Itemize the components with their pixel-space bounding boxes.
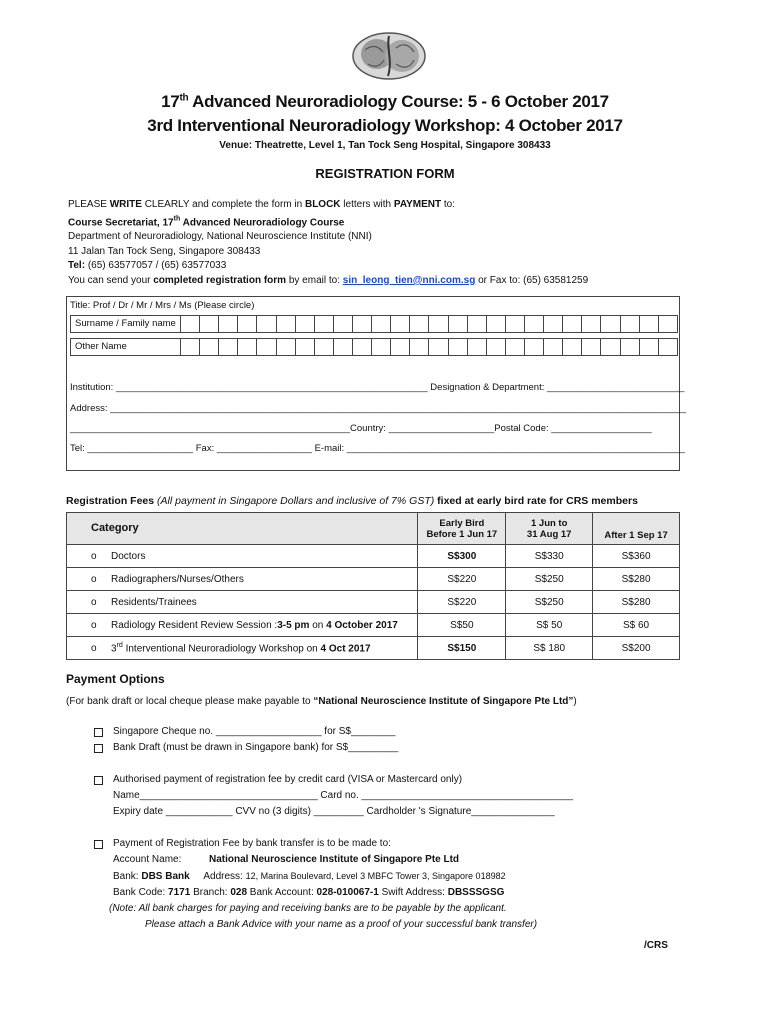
letter-box[interactable] bbox=[468, 339, 487, 355]
letter-box[interactable] bbox=[429, 316, 448, 332]
letter-box[interactable] bbox=[277, 316, 296, 332]
other-name-grid[interactable] bbox=[70, 338, 678, 356]
letter-box[interactable] bbox=[410, 316, 429, 332]
letter-box[interactable] bbox=[563, 339, 582, 355]
early-bird-header: Early Bird Before 1 Jun 17 bbox=[418, 513, 506, 545]
surname-label: Surname / Family name bbox=[71, 316, 181, 332]
letter-box[interactable] bbox=[410, 339, 429, 355]
letter-box[interactable] bbox=[659, 316, 677, 332]
letter-box[interactable] bbox=[257, 339, 276, 355]
table-row[interactable]: o Doctors S$300 S$330 S$360 bbox=[67, 545, 680, 568]
letter-box[interactable] bbox=[506, 316, 525, 332]
form-title: REGISTRATION FORM bbox=[315, 166, 455, 181]
letter-box[interactable] bbox=[544, 316, 563, 332]
fees-table bbox=[66, 512, 680, 660]
letter-box[interactable] bbox=[659, 339, 677, 355]
table-row[interactable]: o Radiographers/Nurses/Others S$220 S$250 S$280 bbox=[67, 568, 680, 591]
letter-box[interactable] bbox=[200, 339, 219, 355]
letter-box[interactable] bbox=[621, 316, 640, 332]
letter-box[interactable] bbox=[601, 339, 620, 355]
credit-card-checkbox[interactable] bbox=[94, 776, 103, 785]
payment-heading: Payment Options bbox=[66, 672, 165, 686]
brain-scan-logo-icon bbox=[350, 30, 428, 82]
letter-box[interactable] bbox=[525, 339, 544, 355]
letter-box[interactable] bbox=[334, 339, 353, 355]
cheque-option: Singapore Cheque no. ___________________ for S$________ bbox=[113, 726, 396, 737]
letter-box[interactable] bbox=[449, 339, 468, 355]
course-title: 17th Advanced Neuroradiology Course: 5 - 6 October 2017 bbox=[161, 92, 609, 111]
category-header: Category bbox=[67, 513, 418, 545]
letter-box[interactable] bbox=[277, 339, 296, 355]
bank-transfer-checkbox[interactable] bbox=[94, 840, 103, 849]
letter-box[interactable] bbox=[238, 316, 257, 332]
bank-transfer-option: Payment of Registration Fee by bank transfer is to be made to: Account Name: National Neuroscience Institute of Singapore Pte Ltd Bank: DBS Bank Address: 12, Marina Boulevard, Level 3 MBFC Tower 3, Singapore 018982 Bank Code: 7171 Branch: 028 Bank Account: 028-010067-1 Swift Address: DBSSSGSG (Note: All bank charges for paying and receiving banks are to be payable by the applicant. Please attach a Bank Advice with your name as a proof of your successful bank transfer) bbox=[109, 838, 538, 930]
letter-box[interactable] bbox=[506, 339, 525, 355]
letter-box[interactable] bbox=[582, 316, 601, 332]
letter-box[interactable] bbox=[544, 339, 563, 355]
venue-line: Venue: Theatrette, Level 1, Tan Tock Seng Hospital, Singapore 308433 bbox=[219, 140, 551, 151]
institution-field[interactable]: Institution: ___________________________________________________________ Designation & Department: __________________________ bbox=[70, 382, 685, 393]
letter-box[interactable] bbox=[391, 316, 410, 332]
letter-box[interactable] bbox=[372, 316, 391, 332]
letter-box[interactable] bbox=[353, 316, 372, 332]
letter-box[interactable] bbox=[391, 339, 410, 355]
table-row[interactable]: o 3rd Interventional Neuroradiology Workshop on 4 Oct 2017 S$150 S$ 180 S$200 bbox=[67, 637, 680, 660]
letter-box[interactable] bbox=[219, 339, 238, 355]
table-row[interactable]: o Radiology Resident Review Session :3-5 pm on 4 October 2017 S$50 S$ 50 S$ 60 bbox=[67, 614, 680, 637]
contact-field[interactable]: Tel: ____________________ Fax: __________________ E-mail: ________________________________________________________________ bbox=[70, 443, 685, 454]
address-field[interactable]: Address: _____________________________________________________________________________________________________________ bbox=[70, 403, 687, 414]
title-line: Title: Prof / Dr / Mr / Mrs / Ms (Please circle) bbox=[70, 300, 255, 311]
letter-box[interactable] bbox=[640, 316, 659, 332]
letter-box[interactable] bbox=[640, 339, 659, 355]
letter-box[interactable] bbox=[296, 316, 315, 332]
letter-box[interactable] bbox=[353, 339, 372, 355]
letter-box[interactable] bbox=[582, 339, 601, 355]
letter-box[interactable] bbox=[372, 339, 391, 355]
credit-card-option: Authorised payment of registration fee by credit card (VISA or Mastercard only) Name________________________________ Card no. ______________________________________ Expiry date ____________ CVV no (3 digits) _________ Cardholder 's Signature_______________ bbox=[113, 774, 573, 817]
letter-box[interactable] bbox=[601, 316, 620, 332]
fees-heading: Registration Fees (All payment in Singapore Dollars and inclusive of 7% GST) fixed at early bird rate for CRS members bbox=[66, 495, 638, 507]
letter-box[interactable] bbox=[468, 316, 487, 332]
footer-code: /CRS bbox=[644, 940, 668, 951]
payment-note: (For bank draft or local cheque please make payable to “National Neuroscience Institute of Singapore Pte Ltd”) bbox=[66, 696, 577, 707]
letter-box[interactable] bbox=[334, 316, 353, 332]
instructions: PLEASE WRITE CLEARLY and complete the form in BLOCK letters with PAYMENT to: Course Secretariat, 17th Advanced Neuroradiology Course Department of Neuroradiology, National Neuroscience Institute (NNI) 11 Jalan Tan Tock Seng, Singapore 308433 Tel: (65) 63577057 / (65) 63577033 You can send your completed registration form by email to: sin_leong_tien@nni.com.sg or Fax to: (65) 63581259 bbox=[68, 199, 589, 286]
cheque-checkbox[interactable] bbox=[94, 728, 103, 737]
workshop-title: 3rd Interventional Neuroradiology Workshop: 4 October 2017 bbox=[147, 116, 623, 135]
draft-checkbox[interactable] bbox=[94, 744, 103, 753]
letter-box[interactable] bbox=[181, 316, 200, 332]
after-header: After 1 Sep 17 bbox=[593, 513, 680, 545]
table-row[interactable]: o Residents/Trainees S$220 S$250 S$280 bbox=[67, 591, 680, 614]
letter-box[interactable] bbox=[487, 316, 506, 332]
letter-box[interactable] bbox=[219, 316, 238, 332]
letter-box[interactable] bbox=[315, 316, 334, 332]
letter-box[interactable] bbox=[563, 316, 582, 332]
other-name-label: Other Name bbox=[71, 339, 181, 355]
letter-box[interactable] bbox=[257, 316, 276, 332]
letter-box[interactable] bbox=[429, 339, 448, 355]
letter-box[interactable] bbox=[525, 316, 544, 332]
letter-box[interactable] bbox=[315, 339, 334, 355]
surname-grid[interactable] bbox=[70, 315, 678, 333]
letter-box[interactable] bbox=[181, 339, 200, 355]
letter-box[interactable] bbox=[487, 339, 506, 355]
fees-header-row bbox=[67, 513, 680, 545]
draft-option: Bank Draft (must be drawn in Singapore bank) for S$_________ bbox=[113, 742, 399, 753]
letter-box[interactable] bbox=[621, 339, 640, 355]
letter-box[interactable] bbox=[449, 316, 468, 332]
country-field[interactable]: _____________________________________________________Country: ____________________Postal Code: ___________________ bbox=[70, 423, 652, 434]
mid-header: 1 Jun to 31 Aug 17 bbox=[506, 513, 593, 545]
email-link[interactable]: sin_leong_tien@nni.com.sg bbox=[342, 274, 476, 286]
letter-box[interactable] bbox=[296, 339, 315, 355]
letter-box[interactable] bbox=[238, 339, 257, 355]
letter-box[interactable] bbox=[200, 316, 219, 332]
